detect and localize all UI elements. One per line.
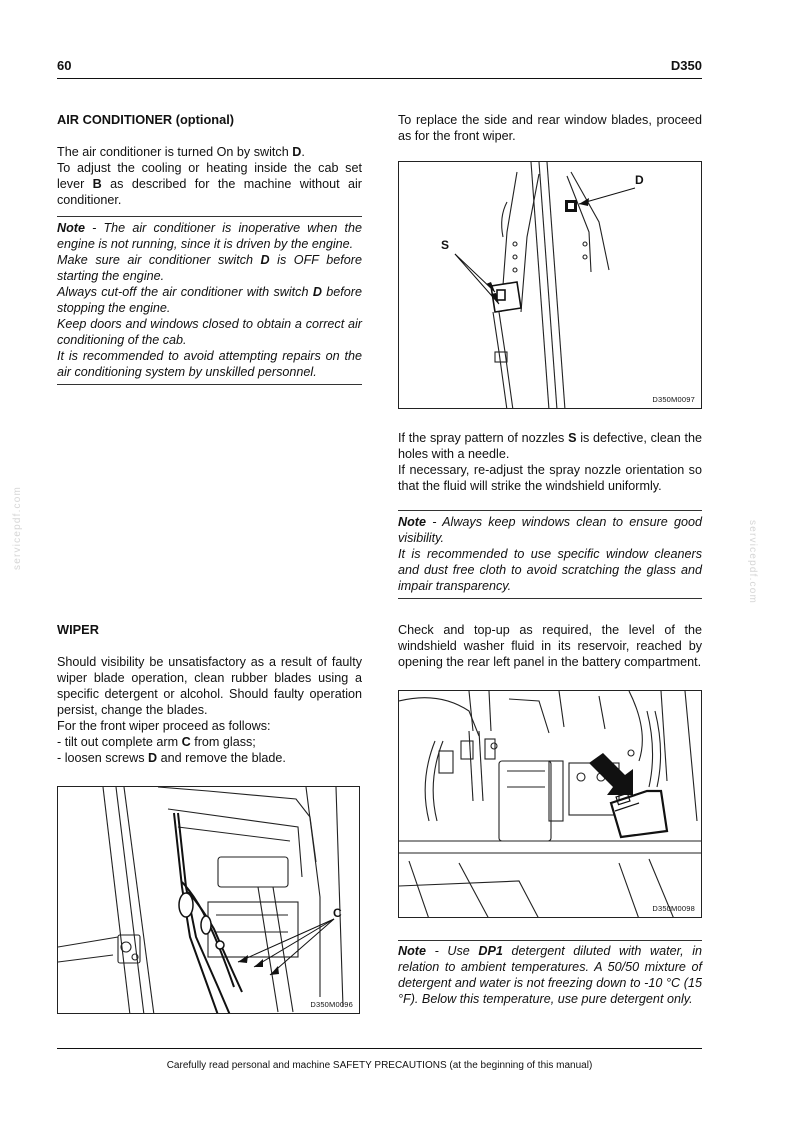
- footer-rule: [57, 1048, 702, 1049]
- list-item: - loosen screws D and remove the blade.: [57, 751, 286, 765]
- figure-code: D350M0096: [310, 1000, 353, 1009]
- washer-paragraph: Check and top-up as required, the level of the windshield washer fluid in its reservoir, reached by opening the rear left panel in the battery compartment.: [398, 623, 702, 669]
- wiper-heading: WIPER: [57, 622, 99, 637]
- callout-s: S: [441, 238, 450, 252]
- list-item: - tilt out complete arm C from glass;: [57, 735, 256, 749]
- washer-section: [398, 622, 702, 670]
- figure-code: D350M0098: [652, 904, 695, 913]
- reservoir-illustration: [399, 691, 702, 918]
- spray-paragraph-2: If necessary, re-adjust the spray nozzle orientation so that the fluid will strike the windshield uniformly.: [398, 463, 702, 493]
- ac-paragraph-2: To adjust the cooling or heating inside the cab set lever B as described for the machine without air conditioner.: [57, 161, 362, 207]
- model-code: D350: [670, 58, 702, 73]
- spray-section: [398, 430, 702, 599]
- wiper-section: [57, 622, 362, 766]
- side-rear-intro: To replace the side and rear window blades, proceed as for the front wiper.: [398, 113, 702, 143]
- figure-code: D350M0097: [652, 395, 695, 404]
- front-wiper-illustration: [58, 787, 360, 1014]
- footer-text: Carefully read personal and machine SAFETY PRECAUTIONS (at the beginning of this manual): [166, 1060, 593, 1071]
- callout-d: D: [635, 173, 644, 187]
- watermark-right: servicepdf.com: [747, 520, 758, 605]
- watermark-left: servicepdf.com: [12, 485, 23, 570]
- ac-heading: AIR CONDITIONER (optional): [57, 112, 235, 127]
- ac-paragraph-1: The air conditioner is turned On by switch D.: [57, 145, 305, 159]
- page-number: 60: [57, 58, 72, 73]
- ac-note: Note - The air conditioner is inoperative when the engine is not running, since it is driven by the engine. Make sure air conditioner switch D is OFF before starting the engine. Always cut-off the air conditioner with switch D before stopping the engine. Keep doors and windows closed to obtain a correct air conditioning of the cab. It is recommended to avoid attempting repairs on the air conditioning system by unskilled personnel.: [57, 216, 362, 385]
- wiper-paragraph-2: For the front wiper proceed as follows:: [57, 719, 271, 733]
- figure-nozzles: [398, 161, 702, 409]
- wiper-paragraph-1: Should visibility be unsatisfactory as a result of faulty wiper blade operation, clean rubber blades using a specific detergent or alcohol. Should faulty operation persist, change the blades.: [57, 655, 362, 717]
- nozzle-illustration: [399, 162, 702, 409]
- air-conditioner-section: [57, 112, 362, 385]
- header-rule: [57, 78, 702, 79]
- figure-reservoir: [398, 690, 702, 918]
- wiper-steps: [57, 734, 362, 766]
- right-intro: [398, 112, 702, 144]
- detergent-note: Note - Use DP1 detergent diluted with water, in relation to ambient temperatures. A 50/50 mixture of detergent and water is not freezing down to -10 °C (15 °F). Below this temperature, use pure detergent only.: [398, 940, 702, 1011]
- windows-note: Note - Always keep windows clean to ensure good visibility. It is recommended to use specific window cleaners and dust free cloth to avoid scratching the glass and impair transparency.: [398, 510, 702, 599]
- callout-c: C: [333, 906, 342, 920]
- spray-paragraph-1: If the spray pattern of nozzles S is defective, clean the holes with a needle.: [398, 431, 702, 461]
- detergent-note-section: [398, 940, 702, 1011]
- figure-front-wiper: [57, 786, 360, 1014]
